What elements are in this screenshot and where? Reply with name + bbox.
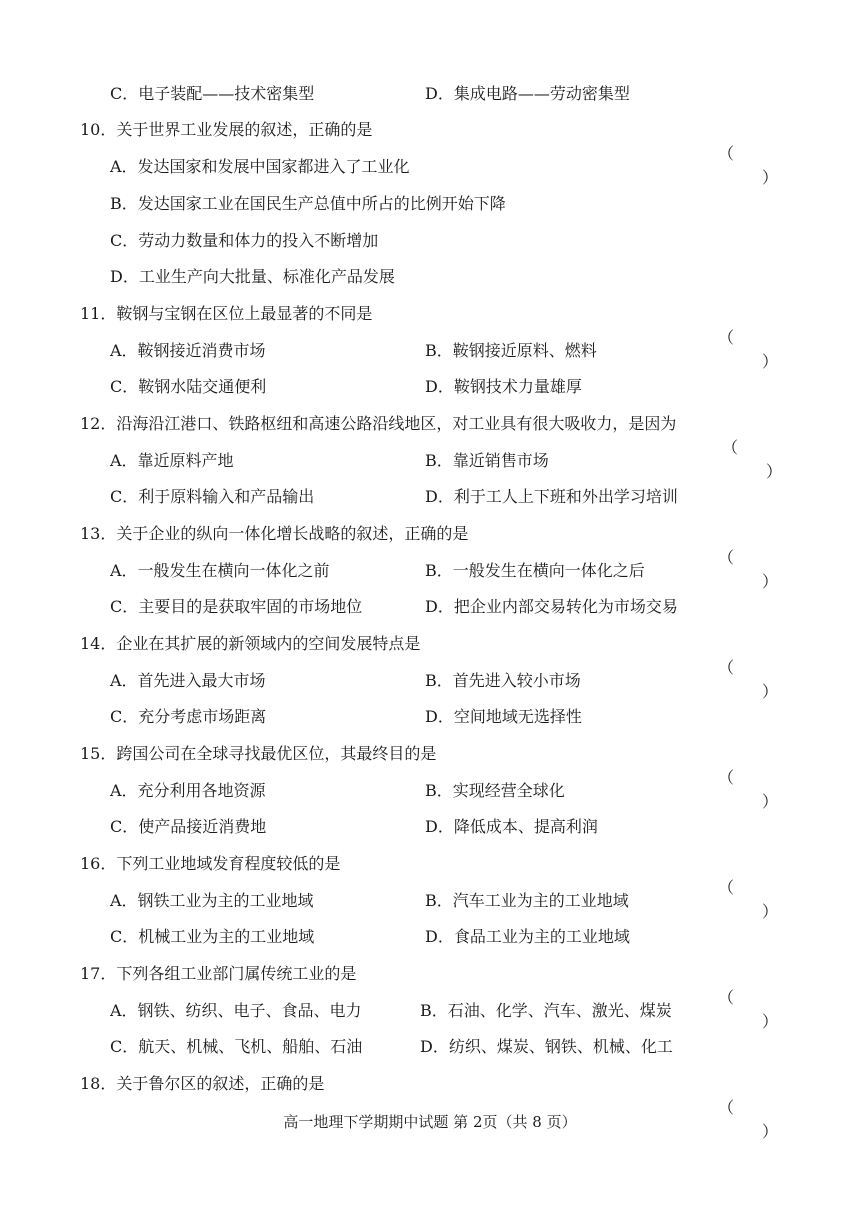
question-17-stem: 17．下列各组工业部门属传统工业的是 bbox=[80, 964, 357, 983]
question-12-option-a: A．靠近原料产地 bbox=[110, 451, 234, 470]
question-13-option-a: A．一般发生在横向一体化之前 bbox=[110, 561, 330, 580]
paren-right: ） bbox=[762, 682, 779, 701]
paren-right: ） bbox=[762, 792, 779, 811]
question-11-option-c: C．鞍钢水陆交通便利 bbox=[110, 377, 267, 396]
question-12-option-d: D．利于工人上下班和外出学习培训 bbox=[425, 487, 678, 506]
question-14-option-a: A．首先进入最大市场 bbox=[110, 671, 266, 690]
question-12-stem: 12．沿海沿江港口、铁路枢纽和高速公路沿线地区，对工业具有很大吸收力，是因为 bbox=[80, 414, 677, 433]
paren-right: ） bbox=[762, 1122, 779, 1141]
question-12-option-b: B．靠近销售市场 bbox=[425, 451, 549, 470]
question-10-option-b: B．发达国家工业在国民生产总值中所占的比例开始下降 bbox=[110, 194, 506, 213]
question-15-option-b: B．实现经营全球化 bbox=[425, 781, 565, 800]
question-16-option-b: B．汽车工业为主的工业地域 bbox=[425, 891, 629, 910]
answer-bracket bbox=[718, 522, 779, 591]
question-16-option-a: A．钢铁工业为主的工业地域 bbox=[110, 891, 314, 910]
paren-left: （ bbox=[718, 658, 735, 677]
paren-left: （ bbox=[722, 438, 739, 457]
paren-left: （ bbox=[718, 878, 735, 897]
question-17-option-c: C．航天、机械、飞机、船舶、石油 bbox=[110, 1037, 363, 1056]
question-14-option-b: B．首先进入较小市场 bbox=[425, 671, 581, 690]
paren-right: ） bbox=[762, 1012, 779, 1031]
paren-left: （ bbox=[718, 1098, 735, 1117]
question-12-option-c: C．利于原料输入和产品输出 bbox=[110, 487, 315, 506]
answer-bracket bbox=[718, 1072, 779, 1141]
question-13-option-b: B．一般发生在横向一体化之后 bbox=[425, 561, 645, 580]
question-14-option-c: C．充分考虑市场距离 bbox=[110, 707, 267, 726]
paren-left: （ bbox=[718, 144, 735, 163]
paren-left: （ bbox=[718, 328, 735, 347]
paren-right: ） bbox=[762, 902, 779, 921]
question-17-option-a: A．钢铁、纺织、电子、食品、电力 bbox=[110, 1001, 362, 1020]
question-16-option-d: D．食品工业为主的工业地域 bbox=[425, 927, 630, 946]
answer-bracket bbox=[718, 302, 779, 371]
paren-right: ） bbox=[762, 168, 779, 187]
paren-right: ） bbox=[766, 462, 783, 481]
page-footer: 高一地理下学期期中试题 第 2页（共 8 页） bbox=[283, 1113, 577, 1131]
answer-bracket bbox=[718, 742, 779, 811]
question-18-stem: 18．关于鲁尔区的叙述，正确的是 bbox=[80, 1074, 325, 1093]
question-13-stem: 13．关于企业的纵向一体化增长战略的叙述，正确的是 bbox=[80, 524, 469, 543]
question-11-option-d: D．鞍钢技术力量雄厚 bbox=[425, 377, 582, 396]
question-16-stem: 16．下列工业地域发育程度较低的是 bbox=[80, 854, 341, 873]
question-10-option-d: D．工业生产向大批量、标准化产品发展 bbox=[110, 267, 395, 286]
question-17-option-b: B．石油、化学、汽车、激光、煤炭 bbox=[420, 1001, 672, 1020]
paren-left: （ bbox=[718, 548, 735, 567]
question-10-stem: 10．关于世界工业发展的叙述，正确的是 bbox=[80, 120, 373, 139]
question-10-option-c: C．劳动力数量和体力的投入不断增加 bbox=[110, 231, 379, 250]
question-13-option-c: C．主要目的是获取牢固的市场地位 bbox=[110, 597, 363, 616]
question-11-option-b: B．鞍钢接近原料、燃料 bbox=[425, 341, 597, 360]
question-15-option-d: D．降低成本、提高利润 bbox=[425, 817, 598, 836]
paren-right: ） bbox=[762, 572, 779, 591]
option-d-q9: D．集成电路——劳动密集型 bbox=[425, 84, 630, 103]
question-17-option-d: D．纺织、煤炭、钢铁、机械、化工 bbox=[420, 1037, 673, 1056]
question-11-option-a: A．鞍钢接近消费市场 bbox=[110, 341, 266, 360]
answer-bracket bbox=[718, 852, 779, 921]
question-16-option-c: C．机械工业为主的工业地域 bbox=[110, 927, 315, 946]
paren-left: （ bbox=[718, 768, 735, 787]
option-c-q9: C．电子装配——技术密集型 bbox=[110, 84, 315, 103]
question-15-stem: 15．跨国公司在全球寻找最优区位，其最终目的是 bbox=[80, 744, 437, 763]
answer-bracket bbox=[718, 962, 779, 1031]
question-13-option-d: D．把企业内部交易转化为市场交易 bbox=[425, 597, 678, 616]
paren-left: （ bbox=[718, 988, 735, 1007]
question-11-stem: 11．鞍钢与宝钢在区位上最显著的不同是 bbox=[80, 304, 373, 323]
paren-right: ） bbox=[762, 352, 779, 371]
answer-bracket bbox=[722, 412, 783, 481]
question-14-option-d: D．空间地域无选择性 bbox=[425, 707, 582, 726]
answer-bracket bbox=[718, 632, 779, 701]
question-15-option-c: C．使产品接近消费地 bbox=[110, 817, 267, 836]
answer-bracket bbox=[718, 118, 779, 187]
question-10-option-a: A．发达国家和发展中国家都进入了工业化 bbox=[110, 157, 410, 176]
question-14-stem: 14．企业在其扩展的新领域内的空间发展特点是 bbox=[80, 634, 421, 653]
question-15-option-a: A．充分利用各地资源 bbox=[110, 781, 266, 800]
